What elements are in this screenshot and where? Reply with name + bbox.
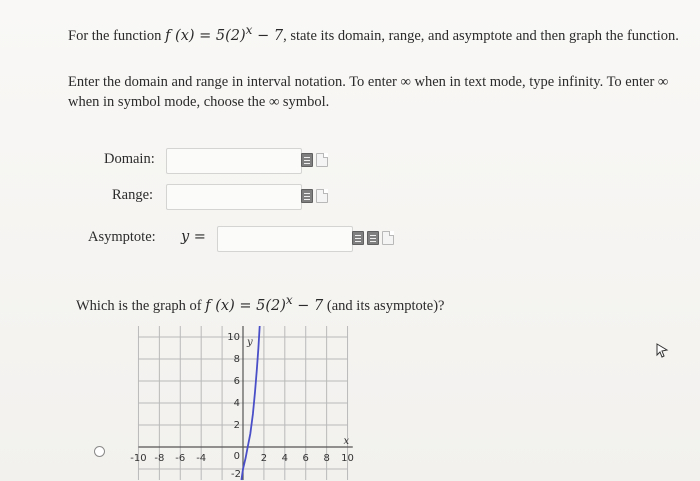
question-text: For the function f $(x) = 5(2)^x - 7$, state its domain, range, and asymptote and then graph the function. xyxy=(68,23,679,44)
domain-toolbar xyxy=(301,153,328,167)
asymptote-input[interactable] xyxy=(217,226,353,252)
text-mode-icon[interactable] xyxy=(301,189,313,203)
domain-input[interactable] xyxy=(166,148,302,174)
x-tick-label: 10 xyxy=(341,453,354,464)
domain-label: Domain: xyxy=(104,151,155,167)
y-axis-label: y xyxy=(247,337,253,348)
x-tick-label: -10 xyxy=(130,453,147,464)
asymptote-prefix: y = xyxy=(181,229,206,245)
range-toolbar xyxy=(301,189,328,203)
y-tick-label: -2 xyxy=(231,469,241,480)
y-tick-label: 6 xyxy=(233,376,240,387)
graph-option-chart[interactable] xyxy=(118,322,368,481)
symbol-mode-icon[interactable] xyxy=(382,231,394,245)
x-tick-label: 6 xyxy=(302,453,309,464)
x-tick-label: -8 xyxy=(154,453,165,464)
x-tick-label: -6 xyxy=(175,453,186,464)
asymptote-label: Asymptote: xyxy=(88,229,156,245)
x-tick-label: 8 xyxy=(323,453,330,464)
y-tick-label: 2 xyxy=(233,420,240,431)
range-input[interactable] xyxy=(166,184,302,210)
range-label: Range: xyxy=(112,187,154,203)
function-expression: f $(x) = 5(2)^x - 7$ xyxy=(205,293,324,314)
y-tick-label: 4 xyxy=(233,398,240,409)
asymptote-toolbar xyxy=(352,231,394,245)
y-tick-label: 10 xyxy=(227,332,240,343)
symbol-mode-icon[interactable] xyxy=(316,189,328,203)
x-tick-label: 4 xyxy=(281,453,289,464)
graph-question: Which is the graph of f $(x) = 5(2)^x - 7$ (and its asymptote)? xyxy=(76,293,445,314)
x-tick-label: 2 xyxy=(260,453,268,464)
instructions-text: Enter the domain and range in interval notation. To enter ∞ when in text mode, type infinity. To enter ∞ when in symbol mode, choose the ∞ symbol. xyxy=(68,74,669,110)
text-mode-icon[interactable] xyxy=(301,153,313,167)
graph-option-radio[interactable] xyxy=(94,446,105,457)
equation-mode-icon[interactable] xyxy=(367,231,379,245)
symbol-mode-icon[interactable] xyxy=(316,153,328,167)
origin-label: 0 xyxy=(233,451,240,462)
x-axis-label: x xyxy=(343,436,350,447)
text-mode-icon[interactable] xyxy=(352,231,364,245)
mouse-cursor-icon xyxy=(655,342,669,358)
y-tick-label: 8 xyxy=(233,354,240,365)
function-expression: f $(x) = 5(2)^x - 7$ xyxy=(165,23,284,44)
x-tick-label: -4 xyxy=(196,453,207,464)
